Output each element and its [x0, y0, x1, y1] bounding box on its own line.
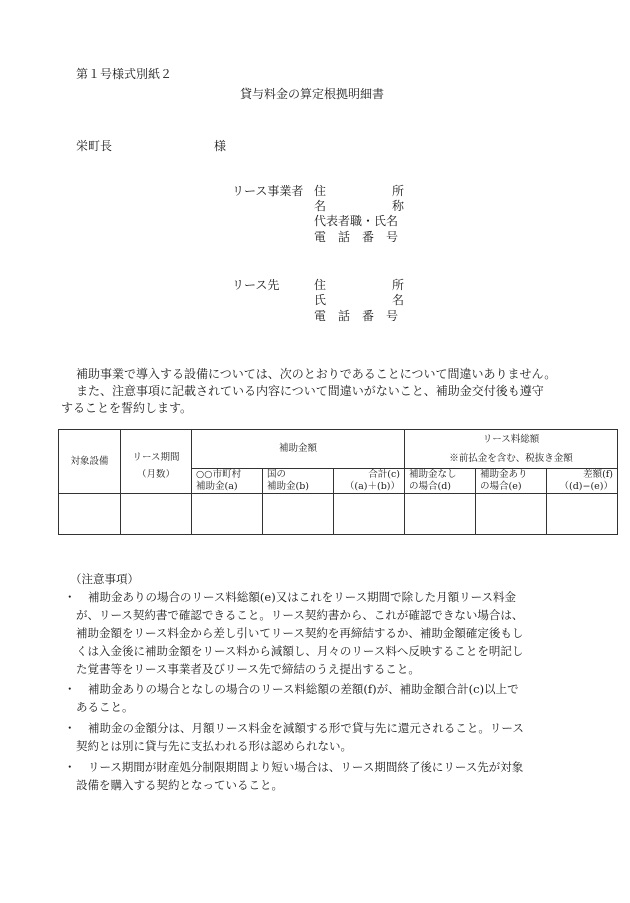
bullet-icon: ・ — [64, 682, 76, 696]
national-subsidy-line2: 補助金(b) — [267, 481, 309, 492]
header-lease-group-line2: ※前払金を含む、税抜き金額 — [405, 449, 618, 469]
bullet-icon: ・ — [64, 590, 76, 604]
lessee-address-right: 所 — [392, 278, 405, 292]
cell-municipal-subsidy[interactable] — [192, 494, 263, 535]
note-3-line-1: 補助金の金額分は、月額リース料金を減額する形で貸与先に還元されること。リース — [88, 721, 524, 735]
lessee-phone: 電 話 番 号 — [314, 309, 399, 323]
calculation-table — [58, 429, 618, 535]
lessor-address-right: 所 — [392, 184, 405, 198]
lessor-phone: 電 話 番 号 — [314, 230, 399, 244]
municipal-subsidy-line2: 補助金(a) — [196, 481, 238, 492]
cell-difference[interactable] — [547, 494, 618, 535]
lessee-name-right: 名 — [392, 293, 405, 307]
note-4-line-2: 設備を購入する契約となっていること。 — [76, 778, 283, 792]
cell-equipment[interactable] — [59, 494, 121, 535]
document-title: 貸与料金の算定根拠明細書 — [240, 87, 385, 101]
lease-without-line2: の場合(d) — [409, 481, 451, 492]
header-period-line1: リース期間 — [132, 451, 180, 463]
header-subsidy-total — [334, 469, 405, 494]
lessor-representative: 代表者職・氏名 — [314, 214, 399, 228]
difference-line2: （(d)−(e)） — [559, 481, 613, 492]
lessee-address-left: 住 — [314, 278, 327, 292]
notes-heading: （注意事項） — [70, 572, 139, 586]
note-1-line-2: が、リース契約書で確認できること。リース契約書から、これが確認できない場合は、 — [76, 608, 524, 622]
header-subsidy-group: 補助金額 — [192, 430, 405, 469]
table-row — [59, 494, 618, 535]
note-4-line-1: リース期間が財産処分制限期間より短い場合は、リース期間終了後にリース先が対象 — [88, 760, 524, 774]
cell-subsidy-total[interactable] — [334, 494, 405, 535]
addressee-honorific: 様 — [214, 139, 227, 153]
declaration-line-1: 補助事業で導入する設備については、次のとおりであることについて間違いありません。 — [64, 367, 557, 381]
subsidy-total-line1: 合計(c) — [368, 469, 400, 480]
lessee-name-left: 氏 — [314, 293, 327, 307]
note-1-line-4: くは入金後に補助金額をリース料から減額し、月々のリース料へ反映することを明記し — [76, 644, 524, 658]
declaration-line-3: することを誓約します。 — [61, 401, 193, 415]
cell-lease-without-subsidy[interactable] — [405, 494, 476, 535]
lessor-address-left: 住 — [314, 184, 327, 198]
lease-with-line2: の場合(e) — [480, 481, 522, 492]
cell-national-subsidy[interactable] — [263, 494, 334, 535]
header-municipal-subsidy — [192, 469, 263, 494]
cell-lease-with-subsidy[interactable] — [476, 494, 547, 535]
lessee-label: リース先 — [232, 278, 280, 292]
lessor-name-right: 称 — [392, 199, 405, 213]
bullet-icon: ・ — [64, 760, 76, 774]
national-subsidy-line1: 国の — [267, 469, 287, 480]
header-lease-without-subsidy — [405, 469, 476, 494]
declaration-line-2: また、注意事項に記載されている内容について間違いがないこと、補助金交付後も遵守 — [64, 384, 544, 398]
header-difference — [547, 469, 618, 494]
note-1-line-5: た覚書等をリース事業者及びリース先で締結のうえ提出すること。 — [76, 662, 420, 676]
lessor-label: リース事業者 — [232, 184, 304, 198]
header-lease-group-line1: リース料総額 — [405, 430, 618, 450]
header-national-subsidy — [263, 469, 334, 494]
note-1-line-1: 補助金ありの場合のリース料総額(e)又はこれをリース期間で除した月額リース料金 — [88, 590, 517, 604]
lease-with-line1: 補助金あり — [480, 469, 528, 480]
note-3-line-2: 契約とは別に貸与先に支払われる形は認められない。 — [76, 739, 352, 753]
header-period-months — [121, 469, 192, 494]
difference-line1: 差額(f) — [583, 469, 613, 480]
note-2-line-1: 補助金ありの場合となしの場合のリース料総額の差額(f)が、補助金額合計(c)以上で — [88, 682, 519, 696]
header-period — [121, 430, 192, 469]
note-1-line-3: 補助金額をリース料金から差し引いてリース契約を再締結するか、補助金額確定後もし — [76, 626, 524, 640]
municipal-subsidy-line1: ○○市町村 — [196, 469, 242, 480]
bullet-icon: ・ — [64, 721, 76, 735]
form-number: 第１号様式別紙２ — [76, 67, 173, 81]
header-lease-with-subsidy — [476, 469, 547, 494]
lessor-name-left: 名 — [314, 199, 327, 213]
header-equipment: 対象設備 — [59, 430, 121, 494]
subsidy-total-line2: （(a)＋(b)） — [344, 481, 400, 492]
lease-without-line1: 補助金なし — [409, 469, 457, 480]
note-2-line-2: あること。 — [76, 700, 134, 714]
addressee-name: 栄町長 — [76, 139, 113, 153]
cell-period[interactable] — [121, 494, 192, 535]
header-period-line2: （月数） — [136, 468, 175, 480]
